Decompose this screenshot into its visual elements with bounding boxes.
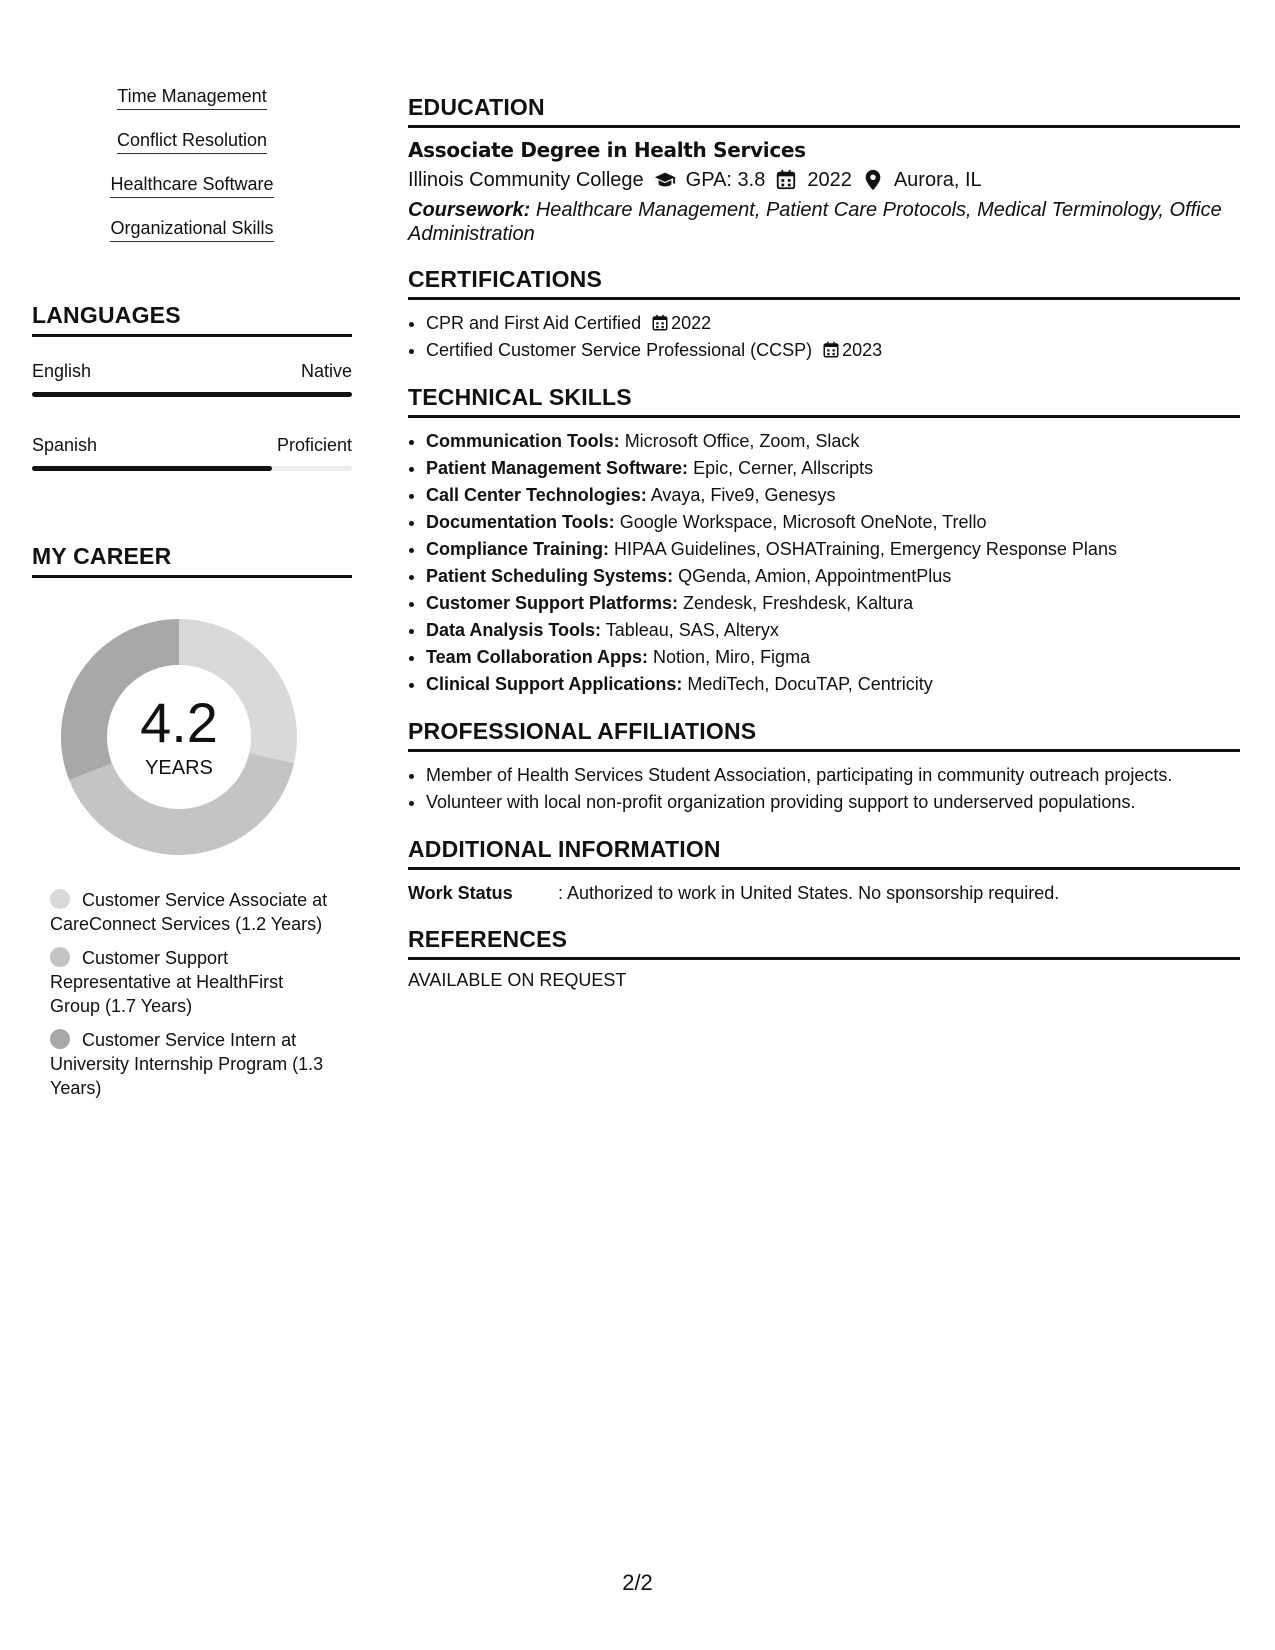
work-status-label: Work Status <box>408 883 513 903</box>
education-heading: EDUCATION <box>408 94 1240 128</box>
technical-skill-item <box>426 671 1240 698</box>
skill-category: Clinical Support Applications: <box>426 674 683 694</box>
affiliation-item: • Member of Health Services Student Association, participating in community outreach projects. <box>426 762 1240 789</box>
technical-skills-heading: TECHNICAL SKILLS <box>408 384 1240 418</box>
certification-name: Certified Customer Service Professional (CCSP) <box>426 340 813 360</box>
language-bar-fill <box>32 466 272 471</box>
language-item <box>32 359 352 397</box>
career-job-label: Customer Support Representative at HealthFirst Group (1.7 Years) <box>50 948 284 1016</box>
technical-skill-item <box>426 644 1240 671</box>
main-content <box>408 94 1240 1011</box>
calendar-icon <box>822 341 840 359</box>
work-status-row <box>408 880 1240 906</box>
legend-dot <box>50 889 70 909</box>
skill-item: Organizational Skills <box>110 216 273 242</box>
degree-title: Associate Degree in Health Services <box>408 138 806 162</box>
skill-category: Team Collaboration Apps: <box>426 647 649 667</box>
certification-year: 2023 <box>842 340 883 360</box>
graduation-cap-icon <box>654 169 676 191</box>
additional-info-section <box>408 836 1240 906</box>
skill-item: Healthcare Software <box>110 172 273 198</box>
technical-skill-item <box>426 428 1240 455</box>
skill-tools: MediTech, DocuTAP, Centricity <box>687 674 933 694</box>
education-meta <box>408 166 1240 194</box>
certification-item <box>426 310 1240 337</box>
language-bar <box>32 392 352 397</box>
certification-year: 2022 <box>671 313 712 333</box>
language-name: English <box>32 361 92 381</box>
language-level: Native <box>300 361 352 381</box>
skill-tools: Tableau, SAS, Alteryx <box>605 620 779 640</box>
location-pin-icon <box>862 169 884 191</box>
legend-dot <box>50 1029 70 1049</box>
language-level: Proficient <box>276 435 352 455</box>
calendar-icon <box>651 314 669 332</box>
additional-info-heading: ADDITIONAL INFORMATION <box>408 836 1240 870</box>
skill-tools: Notion, Miro, Figma <box>653 647 811 667</box>
language-bar-fill <box>32 392 352 397</box>
career-section <box>32 543 352 1100</box>
technical-skills-section <box>408 384 1240 698</box>
references-text: AVAILABLE ON REQUEST <box>408 970 627 990</box>
language-bar <box>32 466 352 471</box>
skill-category: Data Analysis Tools: <box>426 620 602 640</box>
coursework <box>408 198 1240 246</box>
skill-tools: Google Workspace, Microsoft OneNote, Trello <box>619 512 987 532</box>
technical-skill-item <box>426 617 1240 644</box>
calendar-icon <box>775 169 797 191</box>
affiliations-section <box>408 718 1240 816</box>
skill-category: Patient Management Software: <box>426 458 689 478</box>
page-number: 2/2 <box>622 1570 653 1595</box>
skill-category: Customer Support Platforms: <box>426 593 679 613</box>
technical-skill-item <box>426 482 1240 509</box>
career-heading: MY CAREER <box>32 543 352 578</box>
work-status-value: : Authorized to work in United States. No sponsorship required. <box>558 883 1060 903</box>
skill-tools: Avaya, Five9, Genesys <box>650 485 836 505</box>
language-name: Spanish <box>32 435 98 455</box>
certifications-section <box>408 266 1240 364</box>
languages-heading: LANGUAGES <box>32 302 352 337</box>
skill-tools: Microsoft Office, Zoom, Slack <box>624 431 860 451</box>
skill-item: Time Management <box>117 84 266 110</box>
certification-name: CPR and First Aid Certified <box>426 313 642 333</box>
skill-category: Call Center Technologies: <box>426 485 647 505</box>
career-job-label: Customer Service Intern at University Internship Program (1.3 Years) <box>50 1030 324 1098</box>
language-item <box>32 433 352 471</box>
skill-tools: QGenda, Amion, AppointmentPlus <box>678 566 952 586</box>
coursework-label: Coursework: <box>408 199 531 221</box>
technical-skill-item <box>426 536 1240 563</box>
certification-item <box>426 337 1240 364</box>
career-total-value: 4.2 <box>140 690 218 754</box>
career-job-label: Customer Service Associate at CareConnect Services (1.2 Years) <box>50 890 328 934</box>
skill-tools: Zendesk, Freshdesk, Kaltura <box>683 593 914 613</box>
technical-skill-item <box>426 509 1240 536</box>
skill-category: Patient Scheduling Systems: <box>426 566 674 586</box>
skill-item: Conflict Resolution <box>117 128 267 154</box>
technical-skill-item <box>426 563 1240 590</box>
affiliations-heading: PROFESSIONAL AFFILIATIONS <box>408 718 1240 752</box>
career-total-unit: YEARS <box>145 756 213 779</box>
gpa-value: GPA: 3.8 <box>685 169 766 191</box>
career-legend-item <box>50 946 330 1018</box>
affiliation-item: • Volunteer with local non-profit organization providing support to underserved populations. <box>426 789 1240 816</box>
education-section <box>408 94 1240 246</box>
graduation-year: 2022 <box>807 169 852 191</box>
technical-skill-item <box>426 590 1240 617</box>
school-location: Aurora, IL <box>893 169 982 191</box>
school-name: Illinois Community College <box>408 169 644 191</box>
languages-section <box>32 302 352 471</box>
references-heading: REFERENCES <box>408 926 1240 960</box>
skill-category: Communication Tools: <box>426 431 620 451</box>
career-legend-item <box>50 1028 330 1100</box>
certifications-heading: CERTIFICATIONS <box>408 266 1240 300</box>
skill-category: Documentation Tools: <box>426 512 615 532</box>
skill-tools: Epic, Cerner, Allscripts <box>693 458 874 478</box>
career-legend-item <box>50 888 330 936</box>
soft-skills-list <box>32 84 352 260</box>
skill-tools: HIPAA Guidelines, OSHATraining, Emergency Response Plans <box>614 539 1117 559</box>
technical-skill-item <box>426 455 1240 482</box>
references-section <box>408 926 1240 991</box>
sidebar <box>32 84 352 1110</box>
coursework-list: Healthcare Management, Patient Care Protocols, Medical Terminology, Office Administration <box>408 199 1222 245</box>
legend-dot <box>50 947 70 967</box>
career-legend <box>50 888 330 1100</box>
career-donut-chart <box>54 612 304 862</box>
skill-category: Compliance Training: <box>426 539 610 559</box>
